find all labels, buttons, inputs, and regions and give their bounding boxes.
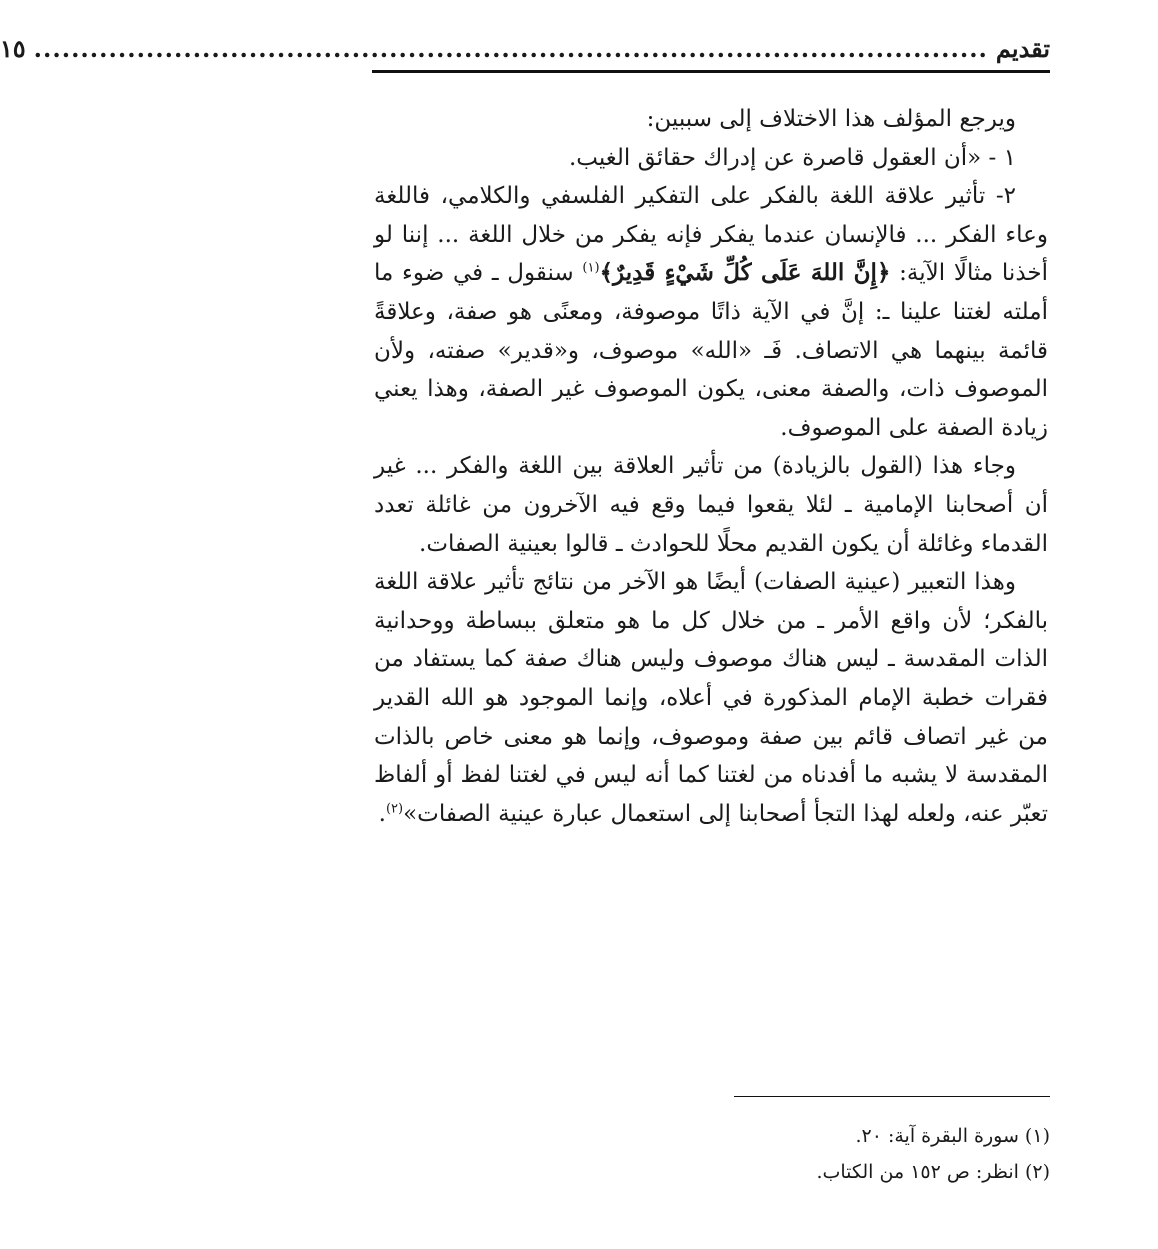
footnote-1: (١) سورة البقرة آية: ٢٠. [855, 1125, 1050, 1147]
paragraph-3 [374, 177, 1048, 447]
quran-verse: ﴿إِنَّ اللهَ عَلَى كُلِّ شَيْءٍ قَدِيرٌ﴾ [599, 259, 891, 287]
footnote-rule [734, 1096, 1050, 1097]
paragraph-1: ويرجع المؤلف هذا الاختلاف إلى سببين: [646, 106, 1016, 132]
header-title: تقديم [995, 34, 1050, 63]
paragraph-2: ١ - «أن العقول قاصرة عن إدراك حقائق الغيب. [568, 144, 1016, 171]
header-dots: ...................................................................................................... [33, 34, 988, 63]
footnote-2: (٢) انظر: ص ١٥٢ من الكتاب. [816, 1161, 1050, 1183]
paragraph-5 [374, 563, 1048, 833]
footnote-ref-2[interactable]: (٢) [385, 801, 404, 817]
paragraph-5-end: . [378, 800, 386, 827]
paragraph-4: وجاء هذا (القول بالزيادة) من تأثير العلاقة بين اللغة والفكر ... غير أن أصحابنا الإمامية ـ لئلا يقعوا فيما وقع فيه الآخرون من غائلة تعدد القدماء وغائلة أن يكون القديم محلًا للحوادث ـ قالوا بعينية الصفات. [374, 453, 1048, 557]
footnotes [374, 1118, 1050, 1190]
paragraph-3-part-b: سنقول ـ في ضوء ما أملته لغتنا علينا ـ: إنَّ في الآية ذاتًا موصوفة، ومعنًى هو صفة، وعلاقةً قائمة بينهما هي الاتصاف. فَـ «الله» موصوف، و«قدير» صفته، ولأن الموصوف ذات، والصفة معنى، يكون الموصوف غير الصفة، وهذا يعني زيادة الصفة على الموصوف. [374, 260, 1048, 441]
paragraph-3-part-a: ٢- تأثير علاقة اللغة بالفكر على التفكير الفلسفي والكلامي، فاللغة وعاء الفكر ... فالإنسان عندما يفكر فإنه يفكر من خلال اللغة ... إننا لو أخذنا مثالًا الآية: [374, 183, 1049, 287]
paragraph-5-text: وهذا التعبير (عينية الصفات) أيضًا هو الآخر من نتائج تأثير علاقة اللغة بالفكر؛ لأن واقع الأمر ـ من خلال كل ما هو متعلق ببساطة ووحدانية الذات المقدسة ـ ليس هناك موصوف وليس هناك صفة كما يستفاد من فقرات خطبة الإمام المذكورة في أعلاه، وإنما الموجود هو الله القدير من غير اتصاف قائم بين صفة وموصوف، وإنما هو معنى خاص بالذات المقدسة لا يشبه ما أفدناه من لغتنا كما أنه ليس في لغتنا لفظ أو ألفاظ تعبّر عنه، ولعله لهذا التجأ أصحابنا إلى استعمال عبارة عينية الصفات» [374, 569, 1048, 827]
header-rule [372, 70, 1050, 73]
main-text [374, 100, 1048, 833]
page-number: ١٥ [0, 34, 26, 63]
running-header [0, 30, 1050, 68]
footnote-ref-1[interactable]: (١) [582, 260, 600, 276]
